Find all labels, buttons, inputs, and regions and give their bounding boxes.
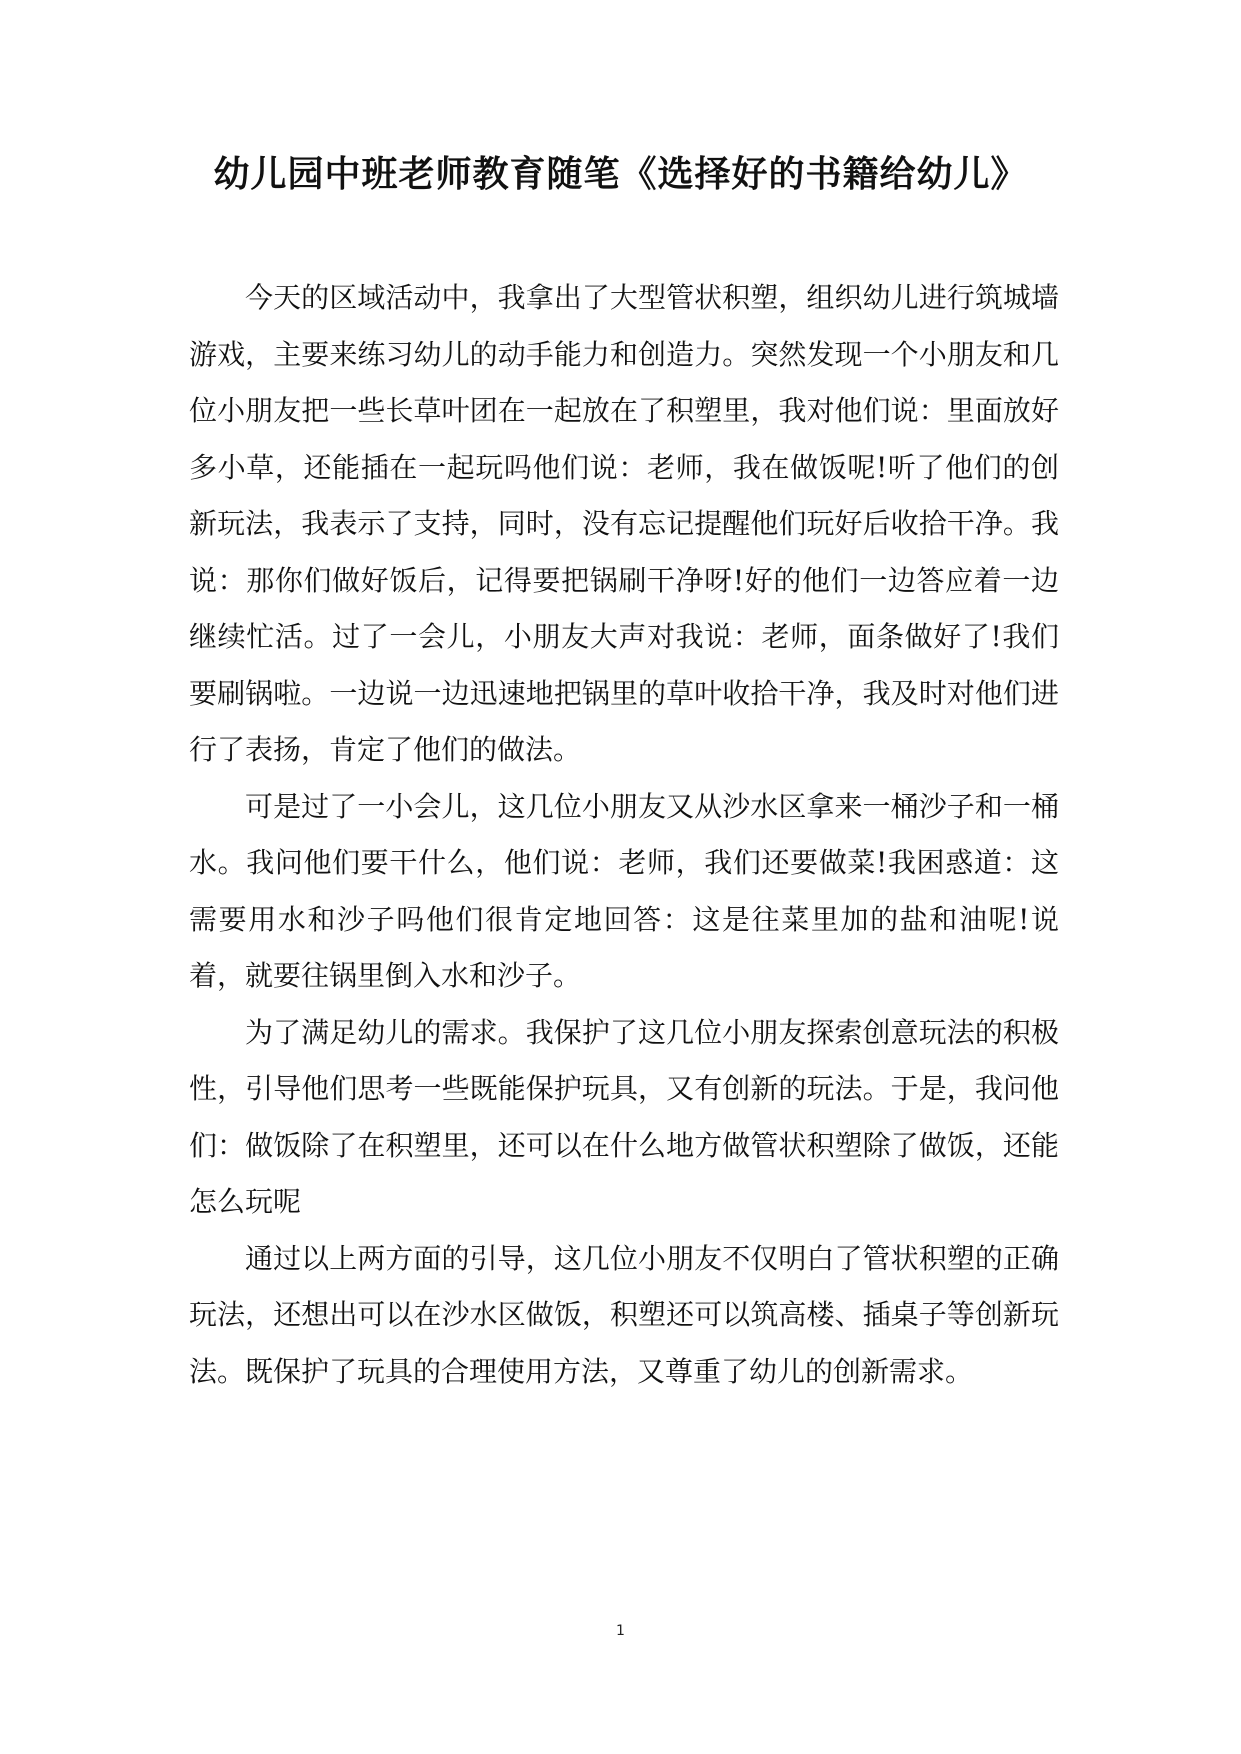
page-number: 1: [616, 1623, 625, 1639]
document-body: [189, 270, 1059, 1400]
paragraph-4: 通过以上两方面的引导，这几位小朋友不仅明白了管状积塑的正确玩法，还想出可以在沙水区做饭，积塑还可以筑高楼、插桌子等创新玩法。既保护了玩具的合理使用方法，又尊重了幼儿的创新需求。: [189, 1241, 1059, 1388]
document-title: 幼儿园中班老师教育随笔《选择好的书籍给幼儿》: [213, 154, 1028, 195]
paragraph-2: 可是过了一小会儿，这几位小朋友又从沙水区拿来一桶沙子和一桶水。我问他们要干什么，他们说：老师，我们还要做菜!我困惑道：这需要用水和沙子吗他们很肯定地回答：这是往菜里加的盐和油呢!说着，就要往锅里倒入水和沙子。: [189, 789, 1059, 992]
paragraph-3: 为了满足幼儿的需求。我保护了这几位小朋友探索创意玩法的积极性，引导他们思考一些既能保护玩具，又有创新的玩法。于是，我问他们：做饭除了在积塑里，还可以在什么地方做管状积塑除了做饭，还能怎么玩呢: [189, 1015, 1059, 1218]
paragraph-1: 今天的区域活动中，我拿出了大型管状积塑，组织幼儿进行筑城墙游戏，主要来练习幼儿的动手能力和创造力。突然发现一个小朋友和几位小朋友把一些长草叶团在一起放在了积塑里，我对他们说：里面放好多小草，还能插在一起玩吗他们说：老师，我在做饭呢!听了他们的创新玩法，我表示了支持，同时，没有忘记提醒他们玩好后收拾干净。我说：那你们做好饭后，记得要把锅刷干净呀!好的他们一边答应着一边继续忙活。过了一会儿，小朋友大声对我说：老师，面条做好了!我们要刷锅啦。一边说一边迅速地把锅里的草叶收拾干净，我及时对他们进行了表扬，肯定了他们的做法。: [189, 281, 1059, 766]
